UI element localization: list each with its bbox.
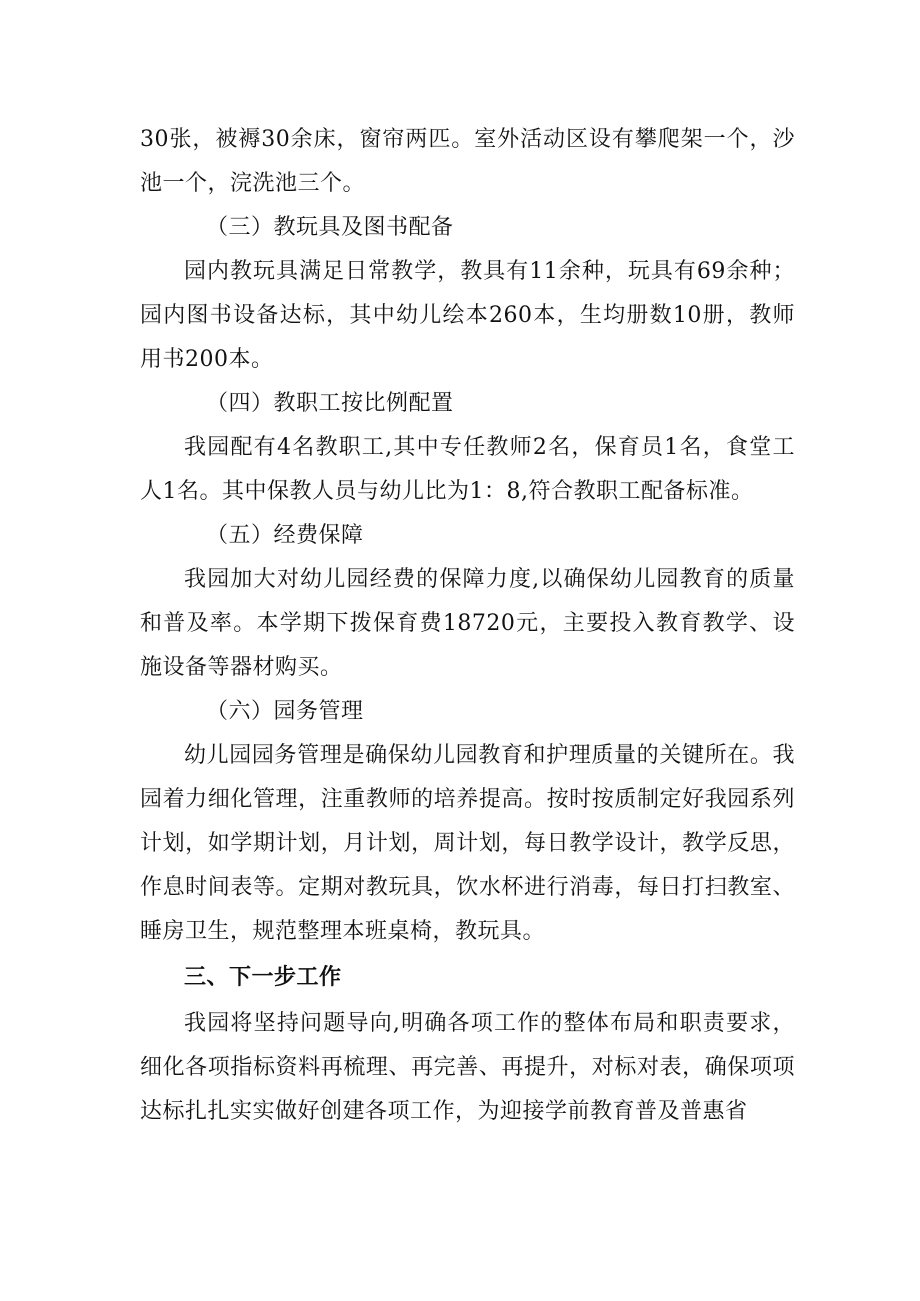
subheading-funding: （五）经费保障 xyxy=(206,523,364,548)
paragraph-staff-ratio: 我园配有4名教职工,其中专任教师2名，保育员1名，食堂工人1名。其中保教人员与幼儿比为1：8,符合教职工配备标准。 xyxy=(140,435,795,504)
subheading-toys-books: （三）教玩具及图书配备 xyxy=(206,215,454,240)
subheading-management: （六）园务管理 xyxy=(206,699,364,724)
paragraph-management: 幼儿园园务管理是确保幼儿园教育和护理质量的关键所在。我园着力细化管理，注重教师的培养提高。按时按质制定好我园系列计划，如学期计划，月计划，周计划，每日教学设计，教学反思，作息时间表等。定期对教玩具，饮水杯进行消毒，每日打扫教室、睡房卫生，规范整理本班桌椅，教玩具。 xyxy=(140,743,795,944)
paragraph-next-steps: 我园将坚持问题导向,明确各项工作的整体布局和职责要求，细化各项指标资料再梳理、再完善、再提升，对标对表，确保项项达标扎扎实实做好创建各项工作，为迎接学前教育普及普惠省 xyxy=(140,1011,795,1124)
paragraph-funding: 我园加大对幼儿园经费的保障力度,以确保幼儿园教育的质量和普及率。本学期下拨保育费18720元，主要投入教育教学、设施设备等器材购买。 xyxy=(140,567,795,680)
subheading-staff-ratio: （四）教职工按比例配置 xyxy=(206,391,454,416)
paragraph-facilities-continued: 30张，被褥30余床，窗帘两匹。室外活动区设有攀爬架一个，沙池一个，浣洗池三个。 xyxy=(140,127,795,196)
document-page xyxy=(140,118,795,1134)
section-heading-next-steps: 三、下一步工作 xyxy=(184,965,342,990)
paragraph-toys-books: 园内教玩具满足日常教学，教具有11余种，玩具有69余种；园内图书设备达标，其中幼儿绘本260本，生均册数10册，教师用书200本。 xyxy=(140,259,795,372)
